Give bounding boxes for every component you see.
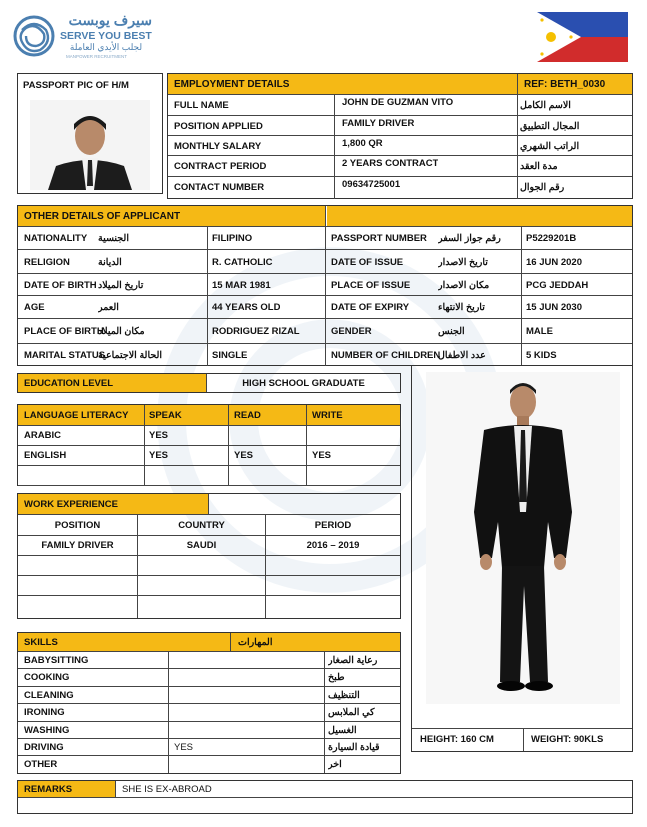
employment-row-label: CONTACT NUMBER xyxy=(174,182,265,193)
applicant-left-value: FILIPINO xyxy=(212,233,253,244)
language-column-header: SPEAK xyxy=(149,409,182,421)
other-details-header: OTHER DETAILS OF APPLICANT xyxy=(24,210,181,222)
skill-label: WASHING xyxy=(24,724,70,736)
philippines-flag-icon xyxy=(537,12,628,62)
skill-label: BABYSITTING xyxy=(24,655,89,666)
logo-sub: MANPOWER RECRUITMENT xyxy=(66,54,127,59)
employment-row-value: FAMILY DRIVER xyxy=(342,117,415,129)
employment-row-label: POSITION APPLIED xyxy=(174,120,263,132)
work-cell: SAUDI xyxy=(186,540,217,551)
applicant-left-label: RELIGION xyxy=(24,256,70,268)
reference-number: REF: BETH_0030 xyxy=(524,78,606,90)
work-cell xyxy=(266,576,400,595)
employment-row-arabic: الاسم الكامل xyxy=(520,100,571,111)
applicant-left-label: PLACE OF BIRTH xyxy=(24,326,104,337)
weight-value: WEIGHT: 90KLS xyxy=(531,734,604,745)
language-column-header: WRITE xyxy=(312,409,343,421)
passport-photo-label: PASSPORT PIC OF H/M xyxy=(23,79,129,91)
applicant-left-arabic: تاريخ الميلاد xyxy=(98,279,144,291)
applicant-right-value: P5229201B xyxy=(526,233,577,244)
skill-label: COOKING xyxy=(24,672,70,684)
applicant-left-label: MARITAL STATUS xyxy=(24,349,106,361)
applicant-right-label: GENDER xyxy=(331,326,372,337)
skill-arabic: رعاية الصغار xyxy=(328,655,378,666)
work-cell xyxy=(18,596,137,615)
passport-photo-image xyxy=(30,100,150,190)
applicant-left-value: 44 YEARS OLD xyxy=(212,302,281,313)
applicant-right-label: PLACE OF ISSUE xyxy=(331,279,411,291)
applicant-left-label: AGE xyxy=(24,302,45,313)
employment-row-arabic: المجال التطبيق xyxy=(520,120,580,132)
employment-row-label: FULL NAME xyxy=(174,100,229,111)
employment-row-value: 1,800 QR xyxy=(342,137,383,149)
work-column-header: COUNTRY xyxy=(178,519,225,531)
applicant-left-arabic: الحالة الاجتماعية xyxy=(98,349,162,361)
work-cell xyxy=(266,596,400,615)
employment-row-value: JOHN DE GUZMAN VITO xyxy=(342,97,454,108)
applicant-right-value: 16 JUN 2020 xyxy=(526,256,582,268)
language-column-header: LANGUAGE LITERACY xyxy=(24,409,129,421)
education-table xyxy=(17,373,401,393)
skill-arabic: الغسيل xyxy=(328,724,357,736)
applicant-left-arabic: الديانة xyxy=(98,256,122,268)
work-cell xyxy=(138,576,265,595)
company-logo xyxy=(12,12,152,64)
applicant-left-label: DATE OF BIRTH xyxy=(24,279,97,291)
work-experience-table xyxy=(17,493,401,619)
full-body-photo-image xyxy=(426,372,620,704)
employment-row-label: MONTHLY SALARY xyxy=(174,140,262,152)
passport-photo-box xyxy=(17,73,163,194)
logo-name: SERVE YOU BEST xyxy=(60,30,152,42)
other-details-table xyxy=(17,205,633,366)
language-cell: ARABIC xyxy=(24,430,61,441)
work-cell xyxy=(266,556,400,575)
education-label: EDUCATION LEVEL xyxy=(24,377,114,389)
full-body-photo-box xyxy=(411,365,633,752)
employment-row-label: CONTRACT PERIOD xyxy=(174,161,267,172)
employment-row-value: 09634725001 xyxy=(342,179,401,190)
language-table xyxy=(17,404,401,486)
language-cell: YES xyxy=(234,450,254,461)
applicant-left-value: 15 MAR 1981 xyxy=(212,279,271,291)
skill-value: YES xyxy=(174,742,194,753)
applicant-right-arabic: الجنس xyxy=(438,326,465,337)
education-value: HIGH SCHOOL GRADUATE xyxy=(242,377,365,389)
skill-label: CLEANING xyxy=(24,689,74,701)
applicant-left-value: RODRIGUEZ RIZAL xyxy=(212,326,300,337)
applicant-right-arabic: مكان الاصدار xyxy=(438,279,490,291)
applicant-right-value: PCG JEDDAH xyxy=(526,279,589,291)
applicant-right-label: DATE OF EXPIRY xyxy=(331,302,410,313)
applicant-right-value: 5 KIDS xyxy=(526,349,557,361)
logo-arabic-sub: لجلب الأيدي العاملة xyxy=(69,42,143,52)
logo-arabic-name: سيرف يوبست xyxy=(68,12,152,28)
applicant-right-arabic: تاريخ الانتهاء xyxy=(438,302,485,313)
applicant-right-arabic: تاريخ الاصدار xyxy=(438,256,488,268)
remarks-value: SHE IS EX-ABROAD xyxy=(122,783,212,795)
employment-row-arabic: الراتب الشهري xyxy=(520,140,580,152)
height-value: HEIGHT: 160 CM xyxy=(420,734,494,745)
applicant-right-label: DATE OF ISSUE xyxy=(331,256,404,268)
language-cell: YES xyxy=(149,450,169,461)
applicant-right-label: NUMBER OF CHILDREN xyxy=(331,349,441,361)
work-cell: 2016 – 2019 xyxy=(306,540,360,551)
skills-header-arabic: المهارات xyxy=(238,636,273,648)
language-cell: YES xyxy=(149,430,169,441)
applicant-left-label: NATIONALITY xyxy=(24,233,88,244)
work-cell xyxy=(18,556,137,575)
skill-arabic: قيادة السيارة xyxy=(328,742,380,753)
employment-header: EMPLOYMENT DETAILS xyxy=(174,78,290,90)
work-column-header: POSITION xyxy=(54,519,101,531)
skill-label: DRIVING xyxy=(24,742,64,753)
applicant-right-arabic: عدد الاطفال xyxy=(438,349,486,361)
employment-details-table xyxy=(167,73,633,199)
remarks-table xyxy=(17,780,633,814)
applicant-left-value: R. CATHOLIC xyxy=(212,256,273,268)
work-experience-header: WORK EXPERIENCE xyxy=(24,498,118,510)
applicant-left-arabic: الجنسية xyxy=(98,233,129,244)
work-cell: FAMILY DRIVER xyxy=(41,540,114,551)
remarks-label: REMARKS xyxy=(24,783,73,795)
language-column-header: READ xyxy=(234,409,261,421)
applicant-right-value: 15 JUN 2030 xyxy=(526,302,582,313)
applicant-right-arabic: رقم جواز السفر xyxy=(438,233,501,244)
employment-row-value: 2 YEARS CONTRACT xyxy=(342,158,439,169)
work-cell xyxy=(138,596,265,615)
skills-table xyxy=(17,632,401,774)
language-cell: ENGLISH xyxy=(24,450,67,461)
employment-row-arabic: رقم الجوال xyxy=(520,182,565,193)
employment-row-arabic: مدة العقد xyxy=(520,161,558,172)
skill-label: OTHER xyxy=(24,759,58,771)
skills-header: SKILLS xyxy=(24,636,58,648)
language-cell: YES xyxy=(312,450,332,461)
work-column-header: PERIOD xyxy=(314,519,352,531)
applicant-left-arabic: مكان الميلاد xyxy=(98,326,145,337)
logo-knot-icon xyxy=(12,14,56,58)
skill-arabic: كي الملابس xyxy=(328,707,375,719)
applicant-left-arabic: العمر xyxy=(98,302,119,313)
applicant-right-label: PASSPORT NUMBER xyxy=(331,233,427,244)
skill-arabic: اخر xyxy=(328,759,342,771)
applicant-right-value: MALE xyxy=(526,326,553,337)
applicant-left-value: SINGLE xyxy=(212,349,248,361)
work-cell xyxy=(138,556,265,575)
work-cell xyxy=(18,576,137,595)
skill-arabic: التنظيف xyxy=(328,689,360,701)
skill-arabic: طبخ xyxy=(328,672,345,684)
skill-label: IRONING xyxy=(24,707,65,719)
